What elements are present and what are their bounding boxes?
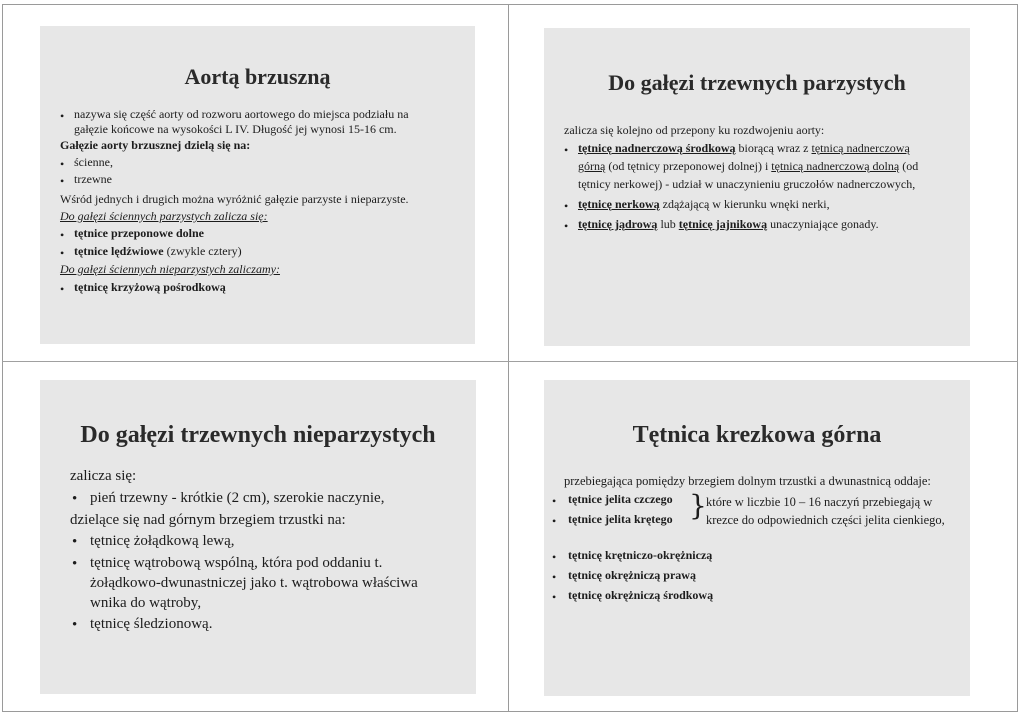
- bullet: •: [60, 282, 65, 296]
- bullet: •: [552, 514, 557, 528]
- slide-tetnica-krezkowa-gorna: [544, 380, 970, 696]
- bullet: •: [552, 494, 557, 508]
- bullet: •: [60, 228, 65, 242]
- slide-title: Do gałęzi trzewnych parzystych: [608, 70, 906, 95]
- text-line: gałęzie końcowe na wysokości L IV. Długość jej wynosi 15-16 cm.: [74, 122, 397, 136]
- slide-title: Aortą brzuszną: [184, 64, 331, 89]
- text-line: tętnicę krętniczo-okrężniczą: [568, 548, 713, 562]
- text-line: tętnice przeponowe dolne: [74, 226, 204, 240]
- text-line: wnika do wątroby,: [90, 595, 202, 611]
- bullet: •: [552, 550, 557, 564]
- text-line: tętnicę okrężniczą środkową: [568, 588, 714, 602]
- slide-galezie-trzewne-parzyste: [544, 28, 970, 346]
- text-line: tętnicę krzyżową pośrodkową: [74, 280, 226, 294]
- text-line: ścienne,: [74, 155, 113, 169]
- text-line: trzewne: [74, 172, 112, 186]
- text-line: które w liczbie 10 – 16 naczyń przebiegają w: [706, 495, 933, 509]
- bullet: •: [564, 143, 569, 157]
- text-line: tętnicy nerkowej) - udział w unaczynieniu gruczołów nadnerczowych,: [578, 177, 916, 191]
- text-line: pień trzewny - krótkie (2 cm), szerokie naczynie,: [90, 490, 385, 506]
- text-line: Do gałęzi ściennych nieparzystych zaliczamy:: [60, 262, 280, 276]
- text-line: tętnicę żołądkową lewą,: [90, 533, 235, 549]
- bullet: •: [552, 590, 557, 604]
- bullet: •: [60, 174, 65, 188]
- bullet: •: [564, 199, 569, 213]
- text-line: Gałęzie aorty brzusznej dzielą się na:: [60, 138, 251, 152]
- slide-aorta-brzuszna: [40, 26, 475, 344]
- brace-icon: }: [689, 489, 707, 522]
- bullet: •: [60, 109, 65, 123]
- text-line: przebiegająca pomiędzy brzegiem dolnym trzustki a dwunastnicą oddaje:: [564, 474, 931, 488]
- bullet: •: [564, 219, 569, 233]
- slide-galezie-trzewne-nieparzyste: [40, 380, 476, 694]
- text-line: zalicza się kolejno od przepony ku rozdwojeniu aorty:: [564, 123, 825, 137]
- text-line: tętnicę śledzionową.: [90, 616, 213, 632]
- text-line: żołądkowo-dwunastniczej jako t. wątrobowa właściwa: [90, 575, 418, 591]
- text-line: górną (od tętnicy przeponowej dolnej) i tętnicą nadnerczową dolną (od: [578, 159, 919, 173]
- bullet: •: [72, 491, 78, 507]
- text-line: Do gałęzi ściennych parzystych zalicza się:: [60, 209, 268, 223]
- text-line: zalicza się:: [70, 468, 137, 484]
- text-line: tętnice lędźwiowe (zwykle cztery): [74, 244, 242, 258]
- bullet: •: [72, 534, 78, 550]
- slide-title: Tętnica krezkowa górna: [632, 422, 882, 448]
- horizontal-divider: [2, 361, 1018, 362]
- bullet: •: [72, 556, 78, 572]
- text-line: krezce do odpowiednich części jelita cienkiego,: [706, 513, 945, 527]
- text-line: tętnice jelita krętego: [568, 512, 673, 526]
- text-line: tętnicę jądrową lub tętnicę jajnikową unaczyniające gonady.: [578, 217, 879, 231]
- text-line: tętnicę nadnerczową środkową biorącą wraz z tętnicą nadnerczową: [578, 141, 910, 155]
- text-line: tętnicę nerkową zdążającą w kierunku wnęki nerki,: [578, 197, 830, 211]
- text-line: Wśród jednych i drugich można wyróżnić gałęzie parzyste i nieparzyste.: [60, 192, 409, 206]
- text-line: tętnice jelita czczego: [568, 492, 673, 506]
- bullet: •: [60, 246, 65, 260]
- bullet: •: [72, 617, 78, 633]
- text-line: dzielące się nad górnym brzegiem trzustki na:: [70, 512, 346, 528]
- text-line: nazywa się część aorty od rozworu aortowego do miejsca podziału na: [74, 107, 409, 121]
- text-line: tętnicę okrężniczą prawą: [568, 568, 696, 582]
- vertical-divider: [508, 4, 509, 712]
- bullet: •: [552, 570, 557, 584]
- bullet: •: [60, 157, 65, 171]
- slide-title: Do gałęzi trzewnych nieparzystych: [80, 422, 436, 448]
- text-line: tętnicę wątrobową wspólną, która pod oddaniu t.: [90, 555, 383, 571]
